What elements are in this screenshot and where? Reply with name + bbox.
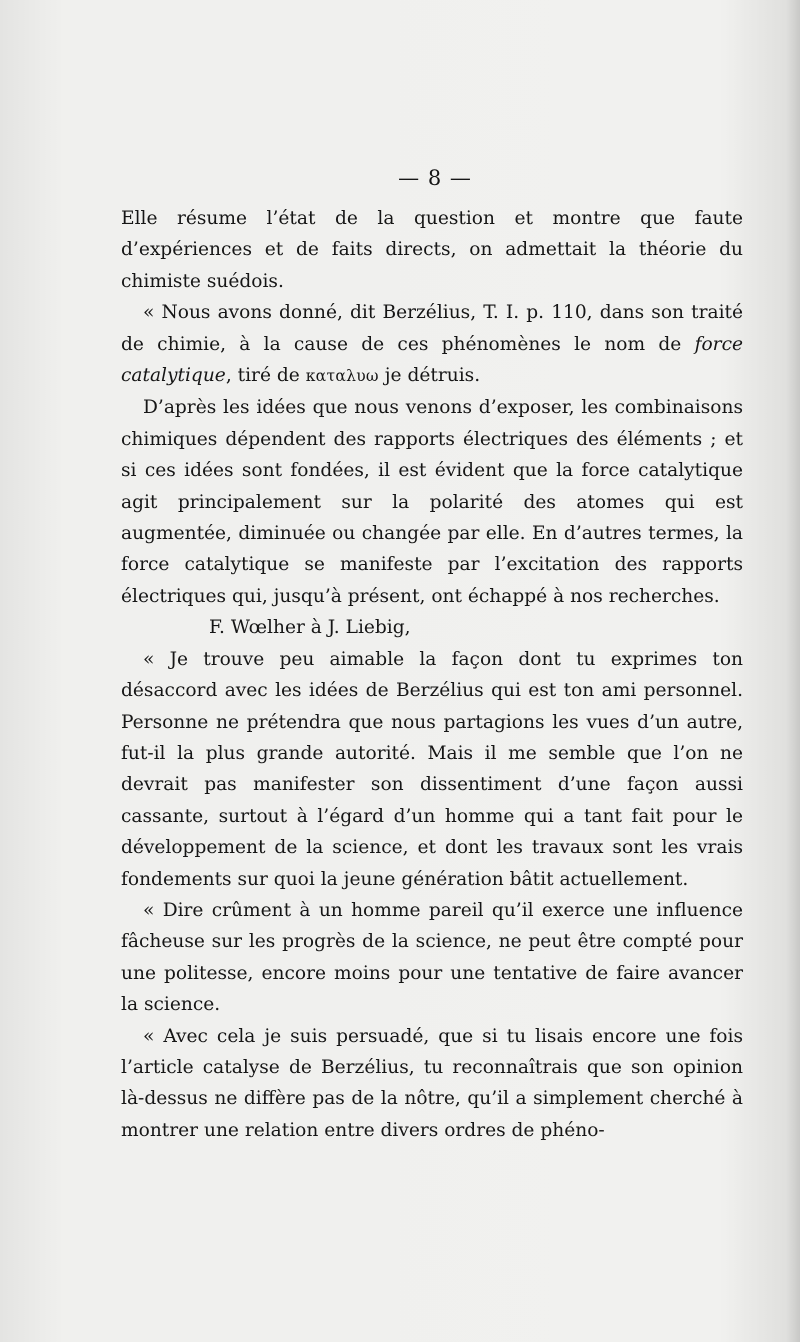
paragraph-catalysis-article: « Avec cela je suis persuadé, que si tu lisais encore une fois l’article catalyse de Berzélius, tu reconnaîtrais que son opinion là-dessus ne diffère pas de la nôtre, qu’il a simplement cherché à montrer une relation entre divers ordres de phéno- [121,1025,743,1141]
paragraph-berzelius-quote [121,297,743,392]
paragraph-criticism: « Dire crûment à un homme pareil qu’il exerce une influence fâcheuse sur les progrès de la science, ne peut être compté pour une politesse, encore moins pour une tentative de faire avancer la science. [121,899,743,1016]
page-edge-shadow [786,0,800,1342]
paragraph-summary: Elle résume l’état de la question et montre que faute d’expériences et de faits directs, on admettait la théorie du chimiste suédois. [121,208,743,292]
quote-text-middle: , tiré de [225,365,300,387]
quote-text-start: « Nous avons donné, dit Berzélius, T. I. p. 110, dans son traité de chimie, à la cause de ces phénomènes le nom de [121,302,743,355]
greek-word: καταλυω [305,367,379,386]
body-text [121,203,743,1146]
catalytic-force-term: force catalytique [121,333,743,387]
quote-text-end: je détruis. [384,365,481,387]
letter-signature: F. Wœlher à J. Liebig, [209,617,411,639]
paragraph-catalytic-force: D’après les idées que nous venons d’exposer, les combinaisons chimiques dépendent des rapports électriques des éléments ; et si ces idées sont fondées, il est évident que la force catalytique agit principalement sur la polarité des atomes qui est augmentée, diminuée ou changée par elle. En d’autres termes, la force catalytique se manifeste par l’excitation des rapports électriques qui, jusqu’à présent, ont échappé à nos recherches. [121,397,743,607]
page-number: — 8 — [398,166,472,190]
paragraph-woehler-letter: « Je trouve peu aimable la façon dont tu exprimes ton désaccord avec les idées de Berzélius qui est ton ami personnel. Personne ne prétendra que nous partagions les vues d’un autre, fut-il la plus grande autorité. Mais il me semble que l’on ne devrait pas manifester son dissentiment d’une façon aussi cassante, surtout à l’égard d’un homme qui a tant fait pour le développement de la science, et dont les travaux sont les vrais fondements sur quoi la jeune génération bâtit actuellement. [121,648,743,890]
